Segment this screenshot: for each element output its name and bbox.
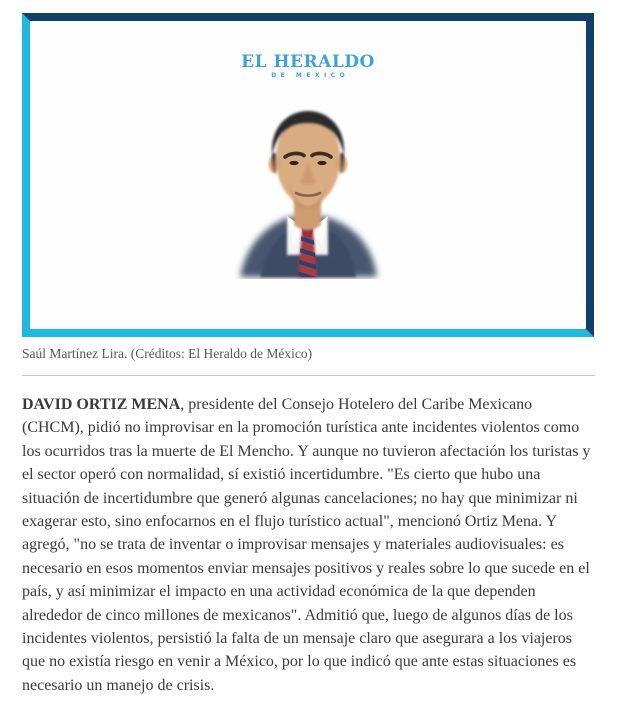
el-heraldo-logo <box>30 21 586 79</box>
article-lead-name: DAVID ORTIZ MENA <box>22 396 181 413</box>
section-divider <box>22 375 595 376</box>
el-heraldo-logo-title: EL HERALDO <box>241 52 375 72</box>
image-caption: Saúl Martínez Lira. (Créditos: El Heraldo de México) <box>22 346 313 361</box>
portrait-illustration <box>232 101 384 279</box>
article-paragraph <box>22 393 596 697</box>
article-body-text: , presidente del Consejo Hotelero del Caribe Mexicano (CHCM), pidió no improvisar en la promoción turística ante incidentes violentos como los ocurridos tras la muerte de El Mencho. Y aunque no tuvieron afectación los turistas y el sector operó con normalidad, sí existió incertidumbre. "Es cierto que hubo una situación de incertidumbre que generó algunas cancelaciones; no hay que minimizar ni exagerar esto, sino enfocarnos en el flujo turístico actual", mencionó Ortiz Mena. Y agregó, "no se trata de inventar o improvisar mensajes y materiales audiovisuales: es necesario en esos momentos enviar mensajes positivos y reales sobre lo que sucede en el país, y así minimizar el impacto en una actividad económica de la que dependen alrededor de cinco millones de mexicanos". Admitió que, luego de algunos días de los incidentes violentos, persistió la falta de un mensaje claro que asegurara a los viajeros que no existía riesgo en venir a México, por lo que indicó que ante estas situaciones es necesario un manejo de crisis. <box>22 396 591 694</box>
el-heraldo-logo-subtitle: DE MEXICO <box>271 72 350 79</box>
article-image-frame <box>22 13 594 337</box>
article-page <box>0 13 641 697</box>
portrait-container <box>30 101 586 284</box>
